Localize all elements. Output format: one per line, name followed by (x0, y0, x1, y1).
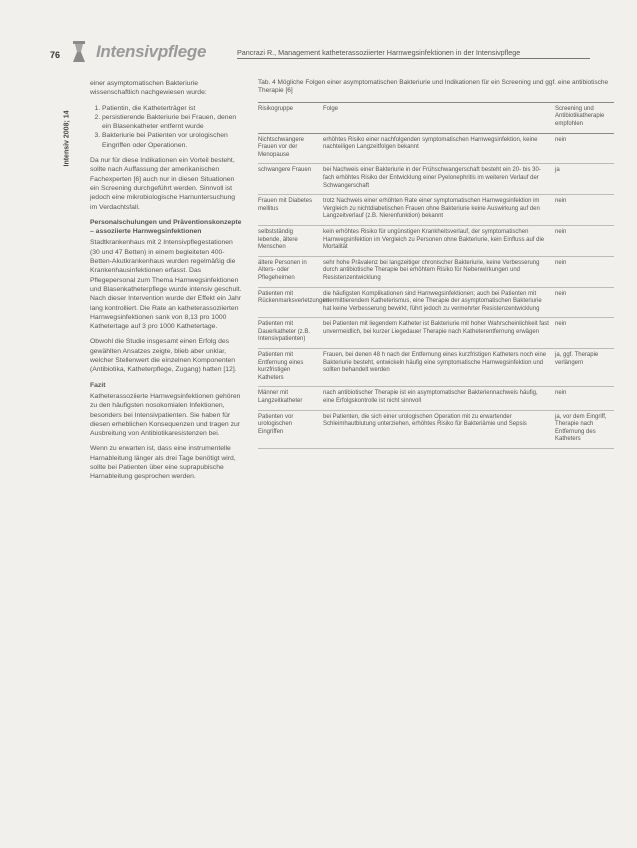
table-cell: nein (552, 225, 614, 256)
table-row (258, 225, 614, 256)
table-cell: ja, ggf. Therapie verlängern (552, 349, 614, 387)
table-row (258, 349, 614, 387)
list-item: 2. persistierende Bakteriurie bei Frauen, denen ein Blasenkatheter entfernt wurde (102, 113, 244, 132)
table-cell: Patienten mit Dauerkatheter (z.B. Intensivpatienten) (258, 318, 320, 349)
list-item: 1. Patientin, die Katheterträger ist (102, 104, 244, 113)
table-cell: bei Nachweis einer Bakteriurie in der Frühschwangerschaft besteht ein 20- bis 30-fach erhöhtes Risiko der Entwicklung einer Pyelonephritis im weiteren Verlauf der Schwangerschaft (320, 164, 552, 195)
header-rule (237, 58, 590, 59)
table-row (258, 164, 614, 195)
table-cell: sehr hohe Prävalenz bei langzeitiger chronischer Bakteriurie, keine Verbesserung durch antibiotische Therapie bei erhöhtem Risiko für Nebenwirkungen und Resistenzentwicklung (320, 256, 552, 287)
table-cell: kein erhöhtes Risiko für ungünstigen Krankheitsverlauf, der symptomatischen Harnwegsinfektion im Vergleich zu Personen ohne Bakteriurie, kein Einfluss auf die Mortalität (320, 225, 552, 256)
table-cell: nein (552, 318, 614, 349)
journal-logo-icon (70, 40, 88, 64)
table-cell: erhöhtes Risiko einer nachfolgenden symptomatischen Harnwegsinfektion, keine nachteiligen Langzeitfolgen bekannt (320, 133, 552, 164)
table-row (258, 410, 614, 448)
table-cell: ja (552, 164, 614, 195)
table-row (258, 256, 614, 287)
table-cell: Frauen mit Diabetes mellitus (258, 195, 320, 226)
table-cell: bei Patienten, die sich einer urologischen Operation mit zu erwartender Schleimhautblutung unterziehen, erhöhtes Risiko für Bakteriämie und Sepsis (320, 410, 552, 448)
table-cell: ältere Personen in Alters- oder Pflegeheimen (258, 256, 320, 287)
table-row (258, 133, 614, 164)
table-cell: ja, vor dem Eingriff, Therapie nach Entfernung des Katheters (552, 410, 614, 448)
table-header-row (258, 102, 614, 133)
section-heading: Personalschulungen und Präventionskonzepte – assoziierte Harnwegsinfektionen (90, 218, 242, 236)
table-cell: bei Patienten mit liegendem Katheter ist Bakteriurie mit hoher Wahrscheinlichkeit fast unvermeidlich, bei kurzer Liegedauer Therapie nach Katheterentfernung erwägen (320, 318, 552, 349)
list-item: 3. Bakteriurie bei Patienten vor urologischen Eingriffen oder Operationen. (102, 131, 244, 150)
table-cell: Nichtschwangere Frauen vor der Menopause (258, 133, 320, 164)
paragraph: Stadtkrankenhaus mit 2 Intensivpflegestationen (30 und 47 Betten) in einem begleiteten 400-Betten-Akutkrankenhaus wurden regelmäßig die Krankenhausinfektionen erfasst. Das Pflegepersonal zum Thema Harnwegsinfektionen und Blasenkatheterpflege wurde intensiv geschult. Nach dieser Intervention wurde der Effekt ein Jahr lang kontrolliert. Die Rate an katheterassoziierten Harnwegsinfektionen sank von 8,13 pro 1000 Kathetertage auf 3 pro 1000 Kathetertage. (90, 239, 242, 331)
table-cell: trotz Nachweis einer erhöhten Rate einer symptomatischen Harnwegsinfektion im Vergleich zu nichtdiabetischen Frauen ohne Bakteriurie keine Auswirkung auf den Langzeitverlauf (z.B. Nierenfunktion) bekannt (320, 195, 552, 226)
table-cell: Männer mit Langzeitkatheter (258, 387, 320, 410)
table-cell: nein (552, 195, 614, 226)
journal-title: Intensivpflege (96, 42, 207, 61)
table-cell: nach antibiotischer Therapie ist ein asymptomatischer Bakteriennachweis häufig, eine Erfolgskontrolle ist nicht sinnvoll (320, 387, 552, 410)
table-cell: die häufigsten Komplikationen sind Harnwegsinfektionen; auch bei Patienten mit intermittierendem Katheterismus, eine Therapie der asymptomatischen Bakteriurie hat keine Verbesserung bewirkt, führt jedoch zu vermehrter Resistenzentwicklung (320, 287, 552, 318)
section-heading: Fazit (90, 381, 106, 389)
table-column (258, 79, 614, 449)
table-cell: Patienten mit Entfernung eines kurzfristigen Katheters (258, 349, 320, 387)
table-cell: nein (552, 387, 614, 410)
table-row (258, 195, 614, 226)
paragraph: Obwohl die Studie insgesamt einen Erfolg des gewählten Ansatzes zeigte, blieb aber unklar, welcher Stellenwert die einzelnen Komponenten (Antibiotika, Katheterpflege, Zugang) hatten [12]. (90, 338, 237, 374)
paragraph: Wenn zu erwarten ist, dass eine instrumentelle Harnableitung länger als drei Tage benötigt wird, sollte bei Patienten über eine suprapubische Harnableitung gesprochen werden. (90, 445, 236, 481)
left-text-column (90, 79, 244, 488)
paragraph: Da nur für diese Indikationen ein Vorteil besteht, sollte nach Auffassung der amerikanischen Fachexperten [6] auch nur in diesen Situationen ein Screening durchgeführt werden. Sinnvoll ist jedoch eine mikrobiologische Harnuntersuchung im Verdachtsfall. (90, 157, 236, 211)
risk-table (258, 102, 614, 449)
table-row (258, 318, 614, 349)
table-cell: nein (552, 133, 614, 164)
table-cell: nein (552, 256, 614, 287)
column-header: Risikogruppe (258, 102, 320, 133)
page-number: 76 (50, 50, 61, 60)
table-cell: nein (552, 287, 614, 318)
side-label (62, 78, 72, 168)
page-header (40, 38, 610, 66)
table-caption: Tab. 4 Mögliche Folgen einer asymptomatischen Bakteriurie und Indikationen für ein Screening und ggf. eine antibiotische Therapie [6] (258, 79, 609, 95)
column-header: Folge (320, 102, 552, 133)
table-row (258, 387, 614, 410)
table-row (258, 287, 614, 318)
side-label-text: Intensiv 2008; 14 (63, 110, 71, 167)
table-cell: Patienten vor urologischen Eingriffen (258, 410, 320, 448)
table-cell: Patienten mit Rückenmarksverletzungen (258, 287, 320, 318)
intro-paragraph: einer asymptomatischen Bakteriurie wissenschaftlich nachgewiesen wurde: (90, 80, 207, 97)
running-head: Pancrazi R., Management katheterassoziierter Harnwegsinfektionen in der Intensivpflege (237, 48, 521, 57)
paragraph: Katheterassoziierte Harnwegsinfektionen gehören zu den häufigsten nosokomialen Infektionen, besonders bei Intensivpatienten. Sie haben für diesen erheblichen Konsequenzen und tragen zur Ausbreitung von Antibiotikaresistenzen bei. (90, 392, 241, 438)
column-header: Screening und Antibiotikatherapie empfohlen (552, 102, 614, 133)
table-cell: schwangere Frauen (258, 164, 320, 195)
table-cell: Frauen, bei denen 48 h nach der Entfernung eines kurzfristigen Katheters noch eine Bakteriurie besteht, entwickeln häufig eine symptomatische Harnwegsinfektion und sollten behandelt werden (320, 349, 552, 387)
table-cell: selbstständig lebende, ältere Menschen (258, 225, 320, 256)
indication-list (90, 104, 244, 150)
